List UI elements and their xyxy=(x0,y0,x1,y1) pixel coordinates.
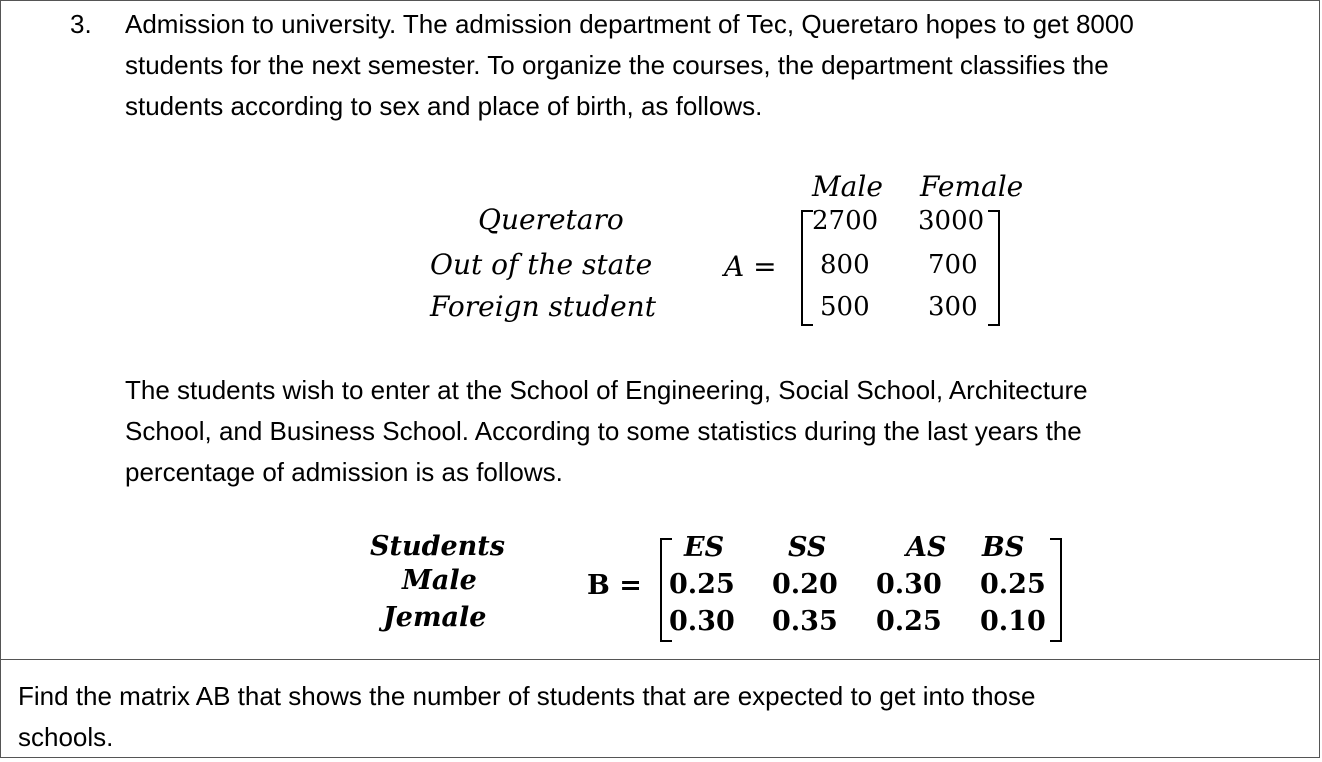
intro-line-3: students according to sex and place of birth, as follows. xyxy=(125,91,763,121)
matrix-b-cell: 0.10 xyxy=(980,606,1046,637)
matrix-b-cell: 0.25 xyxy=(669,569,735,600)
matrix-b-cell: 0.20 xyxy=(772,569,838,600)
matrix-b-right-bracket xyxy=(1050,538,1062,642)
matrix-a-cell: 2700 xyxy=(812,206,879,236)
matrix-a-row-label-foreign: Foreign student xyxy=(430,290,656,323)
matrix-a-header-female: Female xyxy=(920,170,1024,203)
matrix-b-cell: 0.30 xyxy=(669,606,735,637)
middle-line-1: The students wish to enter at the School of Engineering, Social School, Architecture xyxy=(125,375,1088,405)
intro-line-2: students for the next semester. To organize the courses, the department classifies the xyxy=(125,50,1109,80)
matrix-a-row-label-queretaro: Queretaro xyxy=(478,203,624,236)
matrix-b-header-bs: BS xyxy=(982,532,1025,563)
matrix-a-row-label-out-of-state: Out of the state xyxy=(430,248,653,281)
matrix-b-header-as: AS xyxy=(906,532,947,563)
question-line-1: Find the matrix AB that shows the number of students that are expected to get into those xyxy=(18,681,1036,711)
question-line-2: schools. xyxy=(18,722,114,752)
intro-line-1: Admission to university. The admission department of Tec, Queretaro hopes to get 8000 xyxy=(125,9,1134,39)
matrix-b-name: B = xyxy=(587,570,642,601)
matrix-a-right-bracket xyxy=(988,210,1000,326)
matrix-a-cell: 800 xyxy=(820,250,870,280)
middle-line-2: School, and Business School. According to some statistics during the last years the xyxy=(125,416,1082,446)
problem-number: 3. xyxy=(70,9,92,39)
matrix-a-cell: 700 xyxy=(928,250,978,280)
matrix-b-cell: 0.30 xyxy=(876,569,942,600)
matrix-a-cell: 3000 xyxy=(918,206,985,236)
matrix-b-label-students: Students xyxy=(370,531,505,562)
matrix-a-cell: 500 xyxy=(820,292,870,322)
matrix-b-cell: 0.35 xyxy=(772,606,838,637)
middle-line-3: percentage of admission is as follows. xyxy=(125,457,563,487)
matrix-b-header-es: ES xyxy=(684,532,725,563)
matrix-a-name: A = xyxy=(724,250,777,283)
matrix-b-header-ss: SS xyxy=(788,532,827,563)
matrix-b-label-female: Jemale xyxy=(383,602,487,633)
matrix-a-header-male: Male xyxy=(812,170,883,203)
matrix-b-cell: 0.25 xyxy=(980,569,1046,600)
matrix-a-cell: 300 xyxy=(928,292,978,322)
matrix-b-cell: 0.25 xyxy=(876,606,942,637)
matrix-b-label-male: Male xyxy=(402,565,477,596)
